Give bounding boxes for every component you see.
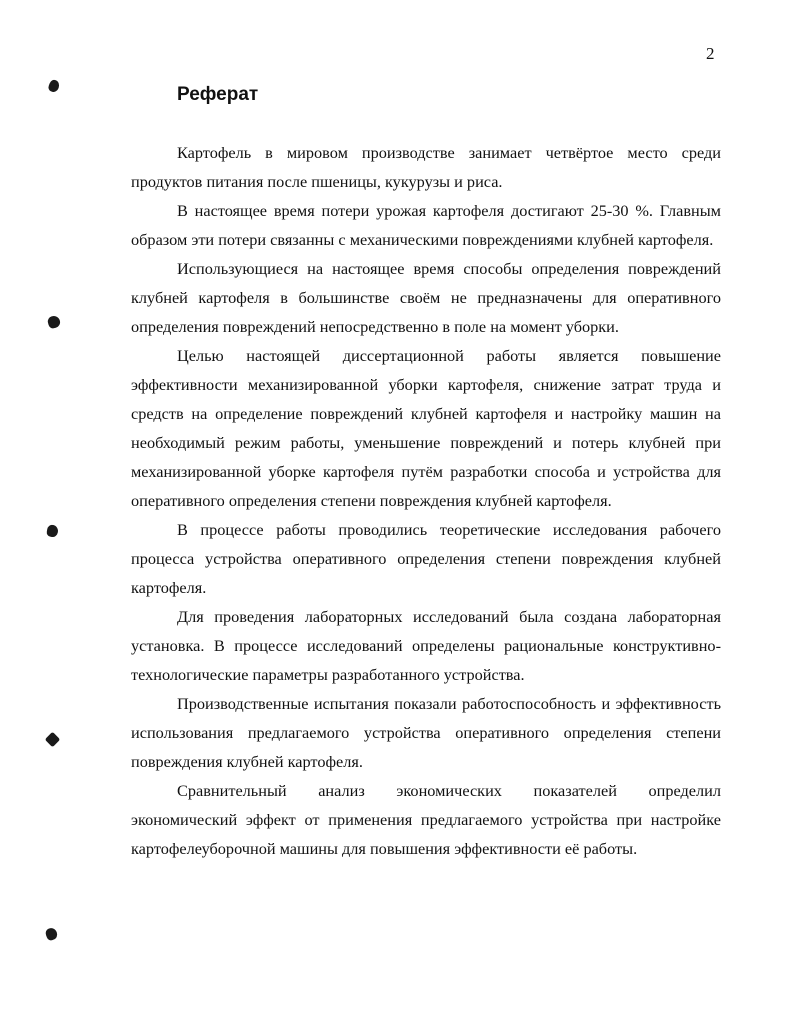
page-title: Реферат	[177, 84, 259, 105]
abstract-body	[131, 138, 721, 863]
page-number: 2	[706, 44, 715, 63]
binding-hole-mark	[44, 926, 58, 941]
paragraph: В настоящее время потери урожая картофеля достигают 25-30 %. Главным образом эти потери связанны с механическими повреждениями клубней картофеля.	[131, 201, 721, 249]
paragraph: В процессе работы проводились теоретические исследования рабочего процесса устройства оперативного определения степени повреждения клубней картофеля.	[131, 520, 721, 597]
paragraph: Целью настоящей диссертационной работы является повышение эффективности механизированной уборки картофеля, снижение затрат труда и средств на определение повреждений клубней картофеля и настройку машин на необходимый режим работы, уменьшение повреждений и потерь клубней при механизированной уборке картофеля путём разработки способа и устройства для оперативного определения степени повреждения клубней картофеля.	[131, 346, 721, 510]
paragraph: Сравнительный анализ экономических показателей определил экономический эффект от применения предлагаемого устройства при настройке картофелеуборочной машины для повышения эффективности её работы.	[131, 781, 721, 858]
paragraph: Для проведения лабораторных исследований была создана лабораторная установка. В процессе исследований определены рациональные конструктивно-технологические параметры разработанного устройства.	[131, 607, 721, 684]
paragraph: Использующиеся на настоящее время способы определения повреждений клубней картофеля в большинстве своём не предназначены для оперативного определения повреждений непосредственно в поле на момент уборки.	[131, 259, 721, 336]
binding-hole-mark	[47, 79, 61, 94]
binding-hole-mark	[45, 732, 61, 748]
binding-hole-mark	[46, 524, 59, 538]
binding-hole-mark	[47, 315, 62, 330]
paragraph: Картофель в мировом производстве занимает четвёртое место среди продуктов питания после пшеницы, кукурузы и риса.	[131, 143, 721, 191]
paragraph: Производственные испытания показали работоспособность и эффективность использования предлагаемого устройства оперативного определения степени повреждения клубней картофеля.	[131, 694, 721, 771]
